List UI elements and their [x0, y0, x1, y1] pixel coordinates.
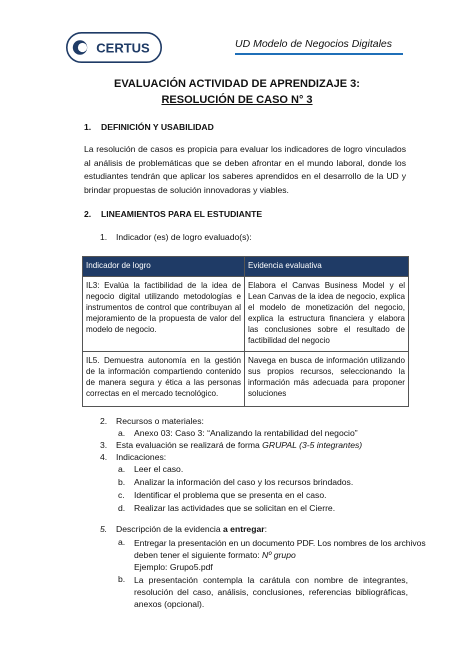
table-cell: IL3: Evalúa la factibilidad de la idea de negocio digital utilizando metodologías e instrumentos de control que contribuyan al mejoramiento de la propuesta de valor del modelo de negocio.: [83, 277, 245, 352]
section-2-label: LINEAMIENTOS PARA EL ESTUDIANTE: [101, 209, 263, 219]
table-cell: Navega en busca de información utilizando sus propios recursos, seleccionando la información más adecuada para proponer soluciones: [245, 351, 409, 406]
section-1-heading: [84, 122, 384, 134]
section-2-heading: [84, 209, 384, 221]
list-number: 5.: [100, 524, 108, 534]
list-text: deben tener el siguiente formato:: [134, 550, 263, 561]
list-suffix: :: [264, 524, 267, 534]
table-cell: IL5. Demuestra autonomía en la gestión de la información compartiendo contenido de manera segura y ética a las personas correctas en el mercado tecnológico.: [83, 351, 245, 406]
list-item-recursos: [100, 416, 350, 428]
list-number: 2.: [100, 416, 108, 426]
list-text: Esta evaluación se realizará de forma: [116, 440, 263, 450]
grupo-emphasis: Nº grupo: [262, 550, 296, 561]
list-number: 1.: [100, 232, 108, 242]
table-cell: Elabora el Canvas Business Model y el Lean Canvas de la idea de negocio, explica el modelo de monetización del negocio, explica la estructura financiera y elabora las conclusiones sobre el resultado de factibilidad del negocio: [245, 277, 409, 352]
list-text: Leer el caso.: [134, 464, 184, 474]
list-letter: c.: [118, 490, 125, 500]
header-course: [235, 38, 405, 60]
list-text: Analizar la información del caso y los recursos brindados.: [134, 477, 354, 487]
entregar-bold: a entregar: [223, 524, 265, 534]
list-text: Entregar la presentación en un documento PDF. Los nombres de los archivos: [134, 538, 426, 548]
list-letter: a.: [118, 537, 126, 547]
list-item-grupal: [100, 440, 400, 452]
section-1-number: 1.: [84, 122, 92, 132]
section-1-label: DEFINICIÓN Y USABILIDAD: [101, 122, 214, 132]
list-text: Indicaciones:: [116, 452, 167, 462]
grupal-emphasis: GRUPAL (3-5 integrantes): [262, 440, 363, 450]
list-subitem-entregar: [118, 537, 426, 577]
list-subitem: [118, 477, 408, 489]
list-text: Recursos o materiales:: [116, 416, 204, 426]
list-text: Realizar las actividades que se solicitan en el Cierre.: [134, 503, 336, 513]
list-text: Ejemplo: Grupo5.pdf: [134, 562, 213, 573]
document-title: EVALUACIÓN ACTIVIDAD DE APRENDIZAJE 3:: [114, 78, 360, 90]
header-rule: [235, 53, 403, 55]
section-1-paragraph: La resolución de casos es propicia para evaluar los indicadores de logro vinculados al análisis de problemáticas que se deben afrontar en el mundo laboral, donde los estudiantes tendrán que aplicar los saberes aprendidos en el desarrollo de la UD y brindar propuestas de solución innovadoras y viables.: [84, 144, 406, 195]
table-header-row: [83, 257, 409, 277]
table-header-indicador: Indicador de logro: [83, 257, 245, 277]
list-number: 4.: [100, 452, 108, 462]
list-text: Descripción de la evidencia: [116, 524, 224, 534]
course-name: UD Modelo de Negocios Digitales: [235, 38, 392, 50]
list-item-indicador: [100, 232, 350, 244]
list-subitem: [118, 503, 408, 515]
list-item-indicaciones: [100, 452, 350, 464]
list-text: Indicador (es) de logro evaluado(s):: [116, 232, 252, 242]
list-letter: b.: [118, 574, 126, 584]
list-letter: a.: [118, 464, 126, 474]
document-subtitle: RESOLUCIÓN DE CASO N° 3: [161, 94, 313, 106]
indicators-table: [82, 256, 409, 407]
table-row: [83, 277, 409, 352]
section-2-number: 2.: [84, 209, 92, 219]
list-letter: d.: [118, 503, 126, 513]
list-text: Identificar el problema que se presenta en el caso.: [134, 490, 327, 500]
certus-logo: [66, 32, 162, 63]
table-row: [83, 351, 409, 406]
list-text: La presentación contempla la carátula con nombre de integrantes, resolución del caso, análisis, conclusiones, referencias bibliográficas, anexos (opcional).: [134, 575, 408, 610]
logo-text: CERTUS: [96, 40, 150, 56]
list-letter: b.: [118, 477, 126, 487]
list-number: 3.: [100, 440, 108, 450]
list-item-descripcion: [100, 524, 400, 536]
list-text: Anexo 03: Caso 3: “Analizando la rentabilidad del negocio”: [134, 428, 358, 438]
list-letter: a.: [118, 428, 126, 438]
list-subitem: [118, 490, 408, 502]
list-subitem: [118, 464, 408, 476]
list-subitem-anexo: [118, 428, 408, 440]
table-header-evidencia: Evidencia evaluativa: [245, 257, 409, 277]
list-subitem-presentacion: [118, 574, 408, 610]
